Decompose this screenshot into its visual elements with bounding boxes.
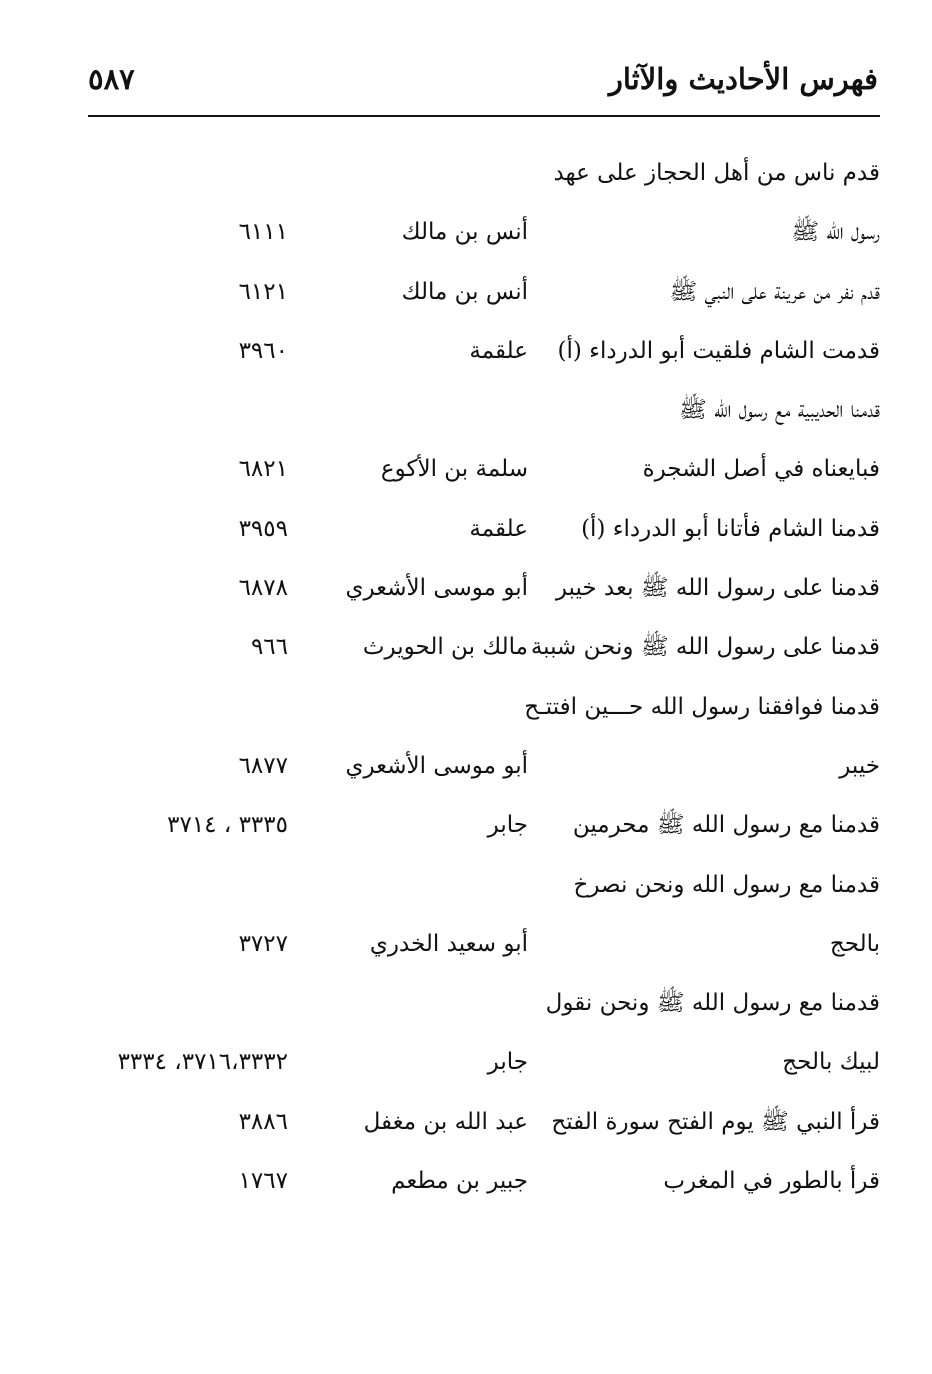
narrator: جابر (487, 812, 528, 839)
index-entry (60, 144, 880, 203)
hadith-text: قرأ النبي ﷺ يوم الفتح سورة الفتح (551, 1108, 880, 1135)
hadith-text: قدمنا مع رسول الله ﷺ محرمين (572, 812, 880, 839)
hadith-numbers: ٦٨٧٨ (238, 575, 288, 602)
hadith-numbers: ٦٨٢١ (238, 456, 288, 483)
index-entry (60, 381, 880, 440)
narrator: علقمة (469, 337, 528, 364)
index-entry (60, 1152, 880, 1211)
hadith-text: قدمت الشام فلقيت أبو الدرداء (أ) (557, 337, 880, 364)
index-entry (60, 1033, 880, 1092)
hadith-numbers: ٣٣٣٥ ، ٣٧١٤ (167, 812, 288, 839)
index-entry (60, 440, 880, 499)
index-entry (60, 737, 880, 796)
index-entry (60, 796, 880, 855)
hadith-text: قدمنا الشام فأتانا أبو الدرداء (أ) (581, 515, 880, 542)
hadith-text: قدمنا فوافقنا رسول الله حـــين افتتـح (524, 693, 880, 720)
index-entry (60, 203, 880, 262)
narrator: سلمة بن الأكوع (380, 456, 528, 483)
narrator: جابر (487, 1049, 528, 1076)
narrator: أنس بن مالك (401, 219, 528, 246)
narrator: علقمة (469, 515, 528, 542)
hadith-numbers: ٣٩٦٠ (238, 337, 288, 364)
hadith-numbers: ٦١١١ (238, 219, 288, 246)
narrator: مالك بن الحويرث (362, 634, 528, 661)
hadith-numbers: ٦١٢١ (238, 278, 288, 305)
index-entry (60, 856, 880, 915)
narrator: أبو سعيد الخدري (369, 930, 528, 957)
hadith-numbers: ٣٨٨٦ (238, 1108, 288, 1135)
hadith-text: قدمنا مع رسول الله ﷺ ونحن نقول (545, 990, 880, 1017)
hadith-text: رسول الله ﷺ (791, 219, 880, 246)
index-entry (60, 559, 880, 618)
hadith-text: قدمنا الحديبية مع رسول الله ﷺ (679, 397, 880, 424)
hadith-numbers: ٦٨٧٧ (238, 752, 288, 779)
index-entry (60, 974, 880, 1033)
hadith-text: قدم ناس من أهل الحجاز على عهد (553, 160, 880, 186)
page-header (88, 62, 878, 106)
narrator: عبد الله بن مغفل (363, 1108, 528, 1135)
narrator: أبو موسى الأشعري (345, 575, 528, 602)
index-entry (60, 915, 880, 974)
hadith-text: لبيك بالحج (782, 1049, 880, 1076)
page-title: فهرس الأحاديث والآثار (608, 62, 878, 96)
hadith-text: قرأ بالطور في المغرب (663, 1168, 880, 1195)
narrator: جبير بن مطعم (391, 1168, 528, 1195)
hadith-numbers: ٩٦٦ (250, 634, 288, 661)
index-entry (60, 1093, 880, 1152)
header-divider (88, 115, 880, 117)
index-entry (60, 322, 880, 381)
narrator: أبو موسى الأشعري (345, 752, 528, 779)
hadith-index-list (60, 144, 880, 1211)
index-entry (60, 263, 880, 322)
hadith-numbers: ٣٧١٦،٣٣٣٢، ٣٣٣٤ (117, 1049, 288, 1076)
hadith-text: خيبر (839, 752, 880, 779)
hadith-numbers: ١٧٦٧ (238, 1168, 288, 1195)
narrator: أنس بن مالك (401, 278, 528, 305)
hadith-text: قدمنا على رسول الله ﷺ ونحن شببة (530, 634, 880, 661)
hadith-text: قدم نفر من عرينة على النبي ﷺ (669, 278, 880, 305)
index-entry (60, 678, 880, 737)
hadith-text: فبايعناه في أصل الشجرة (642, 456, 880, 483)
hadith-text: قدمنا مع رسول الله ونحن نصرخ (573, 871, 880, 898)
index-entry (60, 500, 880, 559)
hadith-text: قدمنا على رسول الله ﷺ بعد خيبر (555, 575, 880, 602)
hadith-text: بالحج (829, 930, 880, 957)
hadith-numbers: ٣٩٥٩ (238, 515, 288, 542)
page-number: ٥٨٧ (88, 62, 135, 96)
index-entry (60, 618, 880, 677)
hadith-numbers: ٣٧٢٧ (238, 930, 288, 957)
